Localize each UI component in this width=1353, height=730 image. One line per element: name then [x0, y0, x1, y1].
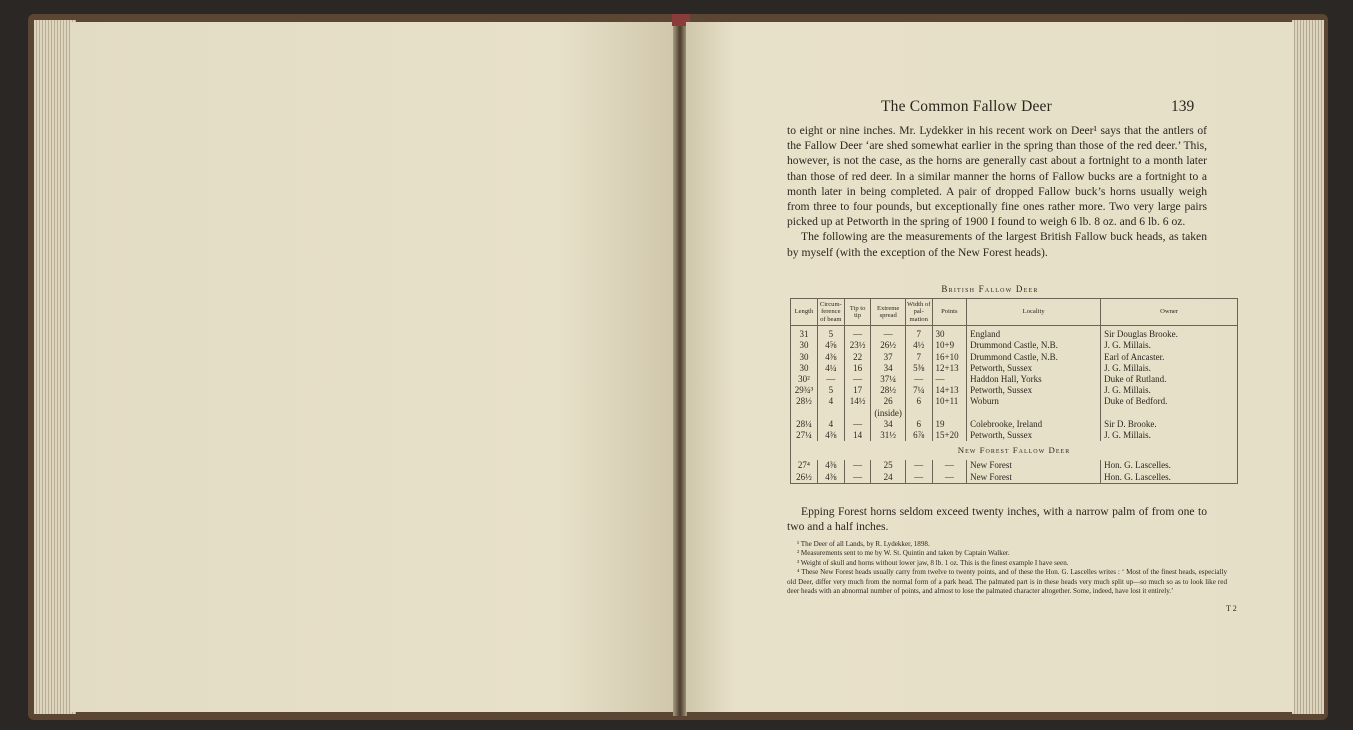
cell: — — [871, 326, 906, 341]
table-row — [791, 419, 1238, 430]
cell: 6 — [905, 396, 932, 407]
cell: 4 — [817, 419, 844, 430]
cell: J. G. Millais. — [1101, 385, 1238, 396]
table-row — [791, 396, 1238, 407]
cell: 28½ — [871, 385, 906, 396]
cell: Petworth, Sussex — [967, 363, 1101, 374]
cell: 4¼ — [817, 363, 844, 374]
column-header: Length — [791, 299, 818, 326]
cell: 17 — [844, 385, 871, 396]
cell: — — [905, 460, 932, 471]
cell: Colebrooke, Ireland — [967, 419, 1101, 430]
cell: Earl of Ancaster. — [1101, 352, 1238, 363]
cell — [967, 408, 1101, 419]
cell: 15+20 — [932, 430, 967, 441]
cell: — — [932, 472, 967, 484]
cell: (inside) — [871, 408, 906, 419]
table-row — [791, 408, 1238, 419]
footnote: ⁴ These New Forest heads usually carry from twelve to twenty points, and of these the Hon. G. Lascelles writes : ‘ Most of the finest heads, especially old Deer, differ very much from the normal form of a park head. The palmated part is in these heads very much split up—so much so as to look like red deer heads with an abnormal number of points, and almost to lose the palmated character altogether. Some, indeed, have lost it entirely.’ — [787, 568, 1227, 596]
cell: 26½ — [791, 472, 818, 484]
book-gutter — [673, 18, 687, 716]
cell: 30 — [791, 352, 818, 363]
cell: New Forest — [967, 460, 1101, 471]
cell: Petworth, Sussex — [967, 385, 1101, 396]
cell: 7¼ — [905, 385, 932, 396]
cell: 25 — [871, 460, 906, 471]
cell: Hon. G. Lascelles. — [1101, 472, 1238, 484]
table-header-row — [791, 299, 1238, 326]
table-row — [791, 472, 1238, 484]
cell: 4½ — [905, 340, 932, 351]
cell: Woburn — [967, 396, 1101, 407]
paragraph: Epping Forest horns seldom exceed twenty inches, with a narrow palm of from one to two and a half inches. — [787, 505, 1207, 534]
cell: J. G. Millais. — [1101, 363, 1238, 374]
table-caption: British Fallow Deer — [941, 284, 1039, 294]
cell: 26½ — [871, 340, 906, 351]
cell: — — [844, 419, 871, 430]
footnote: ¹ The Deer of all Lands, by R. Lydekker, 1898. — [797, 540, 930, 548]
paragraph: to eight or nine inches. Mr. Lydekker in his recent work on Deer¹ says that the antlers of the Fallow Deer ‘are shed somewhat earlier in the spring than those of the red deer.’ This, however, is not the case, as the horns are generally cast about a fortnight to a month later than those of red deer. In a similar manner the horns of Fallow bucks are a fortnight to a month later in being completed. A pair of dropped Fallow buck’s horns usually weigh from three to four pounds, but exceptionally fine ones rather more. Two very large pairs picked up at Petworth in the spring of 1900 I found to weigh 6 lb. 8 oz. and 6 lb. 6 oz. — [787, 124, 1207, 229]
cell: 7 — [905, 326, 932, 341]
cell: 23½ — [844, 340, 871, 351]
cell: — — [932, 460, 967, 471]
table-row — [791, 352, 1238, 363]
cell: 28¼ — [791, 419, 818, 430]
measurements-table — [790, 298, 1238, 484]
left-page-blank — [70, 22, 678, 712]
cell: Petworth, Sussex — [967, 430, 1101, 441]
cell: 6 — [905, 419, 932, 430]
section-caption: New Forest Fallow Deer — [791, 441, 1238, 460]
table-row — [791, 363, 1238, 374]
cell: 14 — [844, 430, 871, 441]
cell: — — [905, 472, 932, 484]
column-header: Points — [932, 299, 967, 326]
cell: 7 — [905, 352, 932, 363]
running-head — [686, 98, 1294, 122]
cell — [932, 408, 967, 419]
table-row — [791, 374, 1238, 385]
cell: 31½ — [871, 430, 906, 441]
cell: 29¾³ — [791, 385, 818, 396]
cell: 30 — [932, 326, 967, 341]
cell: 27¼ — [791, 430, 818, 441]
cell: 34 — [871, 363, 906, 374]
column-header: Circum-ference of beam — [817, 299, 844, 326]
cell: 5 — [817, 385, 844, 396]
cell: 37¼ — [871, 374, 906, 385]
table-row — [791, 385, 1238, 396]
footnote: ² Measurements sent to me by W. St. Quintin and taken by Captain Walker. — [797, 549, 1010, 558]
table-row — [791, 340, 1238, 351]
cell: England — [967, 326, 1101, 341]
cell: — — [844, 460, 871, 471]
cell: 6⅞ — [905, 430, 932, 441]
cell — [1101, 408, 1238, 419]
cell: — — [817, 374, 844, 385]
right-page — [686, 22, 1294, 712]
right-page-edges — [1292, 20, 1324, 714]
cell: 4⅝ — [817, 340, 844, 351]
cell: 37 — [871, 352, 906, 363]
cell: J. G. Millais. — [1101, 340, 1238, 351]
cell — [791, 408, 818, 419]
column-header: Tip to tip — [844, 299, 871, 326]
cell: Drummond Castle, N.B. — [967, 340, 1101, 351]
cell: 10+9 — [932, 340, 967, 351]
cell: 22 — [844, 352, 871, 363]
cell: J. G. Millais. — [1101, 430, 1238, 441]
cell: 12+13 — [932, 363, 967, 374]
cell: 19 — [932, 419, 967, 430]
cell: — — [844, 374, 871, 385]
cell: 4⅜ — [817, 472, 844, 484]
cell: New Forest — [967, 472, 1101, 484]
signature-mark: T 2 — [1226, 604, 1237, 613]
cell — [844, 408, 871, 419]
cell: Duke of Rutland. — [1101, 374, 1238, 385]
table-row — [791, 430, 1238, 441]
cell: — — [932, 374, 967, 385]
cell: 4⅜ — [817, 430, 844, 441]
cell: 14+13 — [932, 385, 967, 396]
cell: 4⅜ — [817, 352, 844, 363]
cell: Duke of Bedford. — [1101, 396, 1238, 407]
cell: 14½ — [844, 396, 871, 407]
cell: 30 — [791, 363, 818, 374]
column-header: Extreme spread — [871, 299, 906, 326]
cell: 16+10 — [932, 352, 967, 363]
table-row — [791, 326, 1238, 341]
cell: 34 — [871, 419, 906, 430]
cell: — — [844, 472, 871, 484]
cell: 10+11 — [932, 396, 967, 407]
cell: 5⅜ — [905, 363, 932, 374]
cell: 5 — [817, 326, 844, 341]
cell: 31 — [791, 326, 818, 341]
table-row — [791, 460, 1238, 471]
cell: 4⅜ — [817, 460, 844, 471]
cell — [817, 408, 844, 419]
page-number: 139 — [1171, 98, 1195, 115]
cell: Hon. G. Lascelles. — [1101, 460, 1238, 471]
cell: 16 — [844, 363, 871, 374]
footnotes — [787, 540, 1227, 596]
table-section-row — [791, 441, 1238, 460]
cell: 30² — [791, 374, 818, 385]
cell: — — [844, 326, 871, 341]
cell: Sir Douglas Brooke. — [1101, 326, 1238, 341]
column-header: Locality — [967, 299, 1101, 326]
cell: Drummond Castle, N.B. — [967, 352, 1101, 363]
cell: 28½ — [791, 396, 818, 407]
cell: — — [905, 374, 932, 385]
cell: 24 — [871, 472, 906, 484]
after-table-text — [787, 504, 1207, 534]
column-header: Owner — [1101, 299, 1238, 326]
cell: Haddon Hall, Yorks — [967, 374, 1101, 385]
paragraph: The following are the measurements of the largest British Fallow buck heads, as taken by myself (with the exception of the New Forest heads). — [787, 230, 1207, 259]
cell: 27⁴ — [791, 460, 818, 471]
cell — [905, 408, 932, 419]
cell: 30 — [791, 340, 818, 351]
body-text — [787, 123, 1207, 260]
footnote: ³ Weight of skull and horns without lower jaw, 8 lb. 1 oz. This is the finest example I have seen. — [797, 558, 1069, 567]
cell: 4 — [817, 396, 844, 407]
column-header: Width of pal-mation — [905, 299, 932, 326]
cell: Sir D. Brooke. — [1101, 419, 1238, 430]
running-head-title: The Common Fallow Deer — [881, 98, 1052, 115]
cell: 26 — [871, 396, 906, 407]
